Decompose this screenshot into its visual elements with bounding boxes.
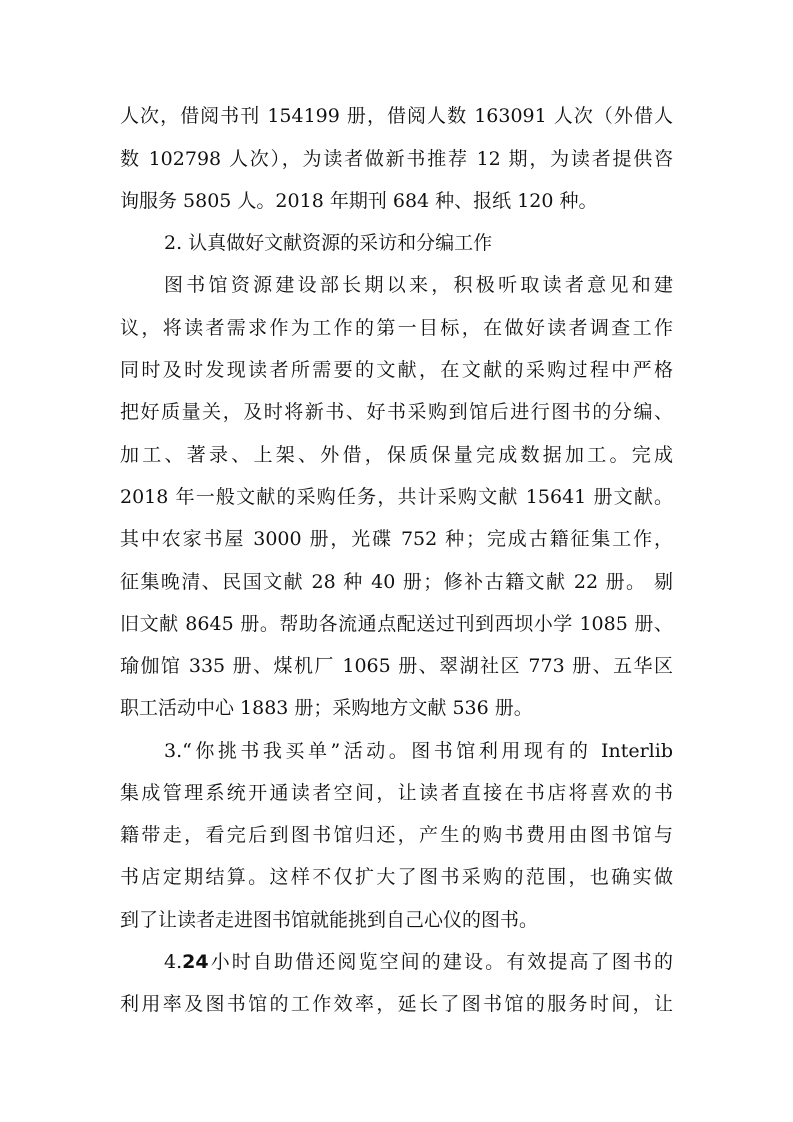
text-line: 把好质量关，及时将新书、好书采购到馆后进行图书的分编、 [120,401,673,423]
section-heading: 2. 认真做好文献资源的采访和分编工作 [164,232,493,254]
text-line: 瑜伽馆 335 册、煤机厂 1065 册、翠湖社区 773 册、五华区 [120,655,673,677]
text-line: 同时及时发现读者所需要的文献，在文献的采购过程中严格 [120,359,673,381]
item4-number: 24 [182,951,209,973]
text-line: 2018 年一般文献的采购任务，共计采购文献 15641 册文献。 [120,486,673,508]
text-line: 询服务 5805 人。2018 年期刊 684 种、报纸 120 种。 [120,190,598,212]
text-line: 到了让读者走进图书馆就能挑到自己心仪的图书。 [120,909,539,931]
text-line: 书店定期结算。这样不仅扩大了图书采购的范围，也确实做 [120,866,673,888]
text-line: 图书馆资源建设部长期以来，积极听取读者意见和建 [164,274,673,296]
text-line-item4 [164,947,673,977]
text-line: 数 102798 人次），为读者做新书推荐 12 期，为读者提供咨 [120,148,673,170]
text-line: 加工、著录、上架、外借，保质保量完成数据加工。完成 [120,444,673,466]
text-line: 集成管理系统开通读者空间，让读者直接在书店将喜欢的书 [120,782,673,804]
text-line: 其中农家书屋 3000 册，光碟 752 种；完成古籍征集工作， [120,528,673,550]
text-line: 旧文献 8645 册。帮助各流通点配送过刊到西坝小学 1085 册、 [120,613,673,635]
text-line: 籍带走，看完后到图书馆归还，产生的购书费用由图书馆与 [120,824,673,846]
item4-text: 小时自助借还阅览空间的建设。有效提高了图书的 [208,951,673,973]
text-line: 利用率及图书馆的工作效率，延长了图书馆的服务时间，让 [120,993,673,1015]
text-line: 职工活动中心 1883 册；采购地方文献 536 册。 [120,697,533,719]
item4-prefix: 4. [164,951,183,973]
text-line: 3.“你挑书我买单”活动。图书馆利用现有的 Interlib [164,740,673,762]
text-line: 议，将读者需求作为工作的第一目标，在做好读者调查工作 [120,317,673,339]
text-line: 征集晚清、民国文献 28 种 40 册；修补古籍文献 22 册。 剔 [120,571,673,593]
text-line: 人次，借阅书刊 154199 册，借阅人数 163091 人次（外借人 [120,105,673,127]
